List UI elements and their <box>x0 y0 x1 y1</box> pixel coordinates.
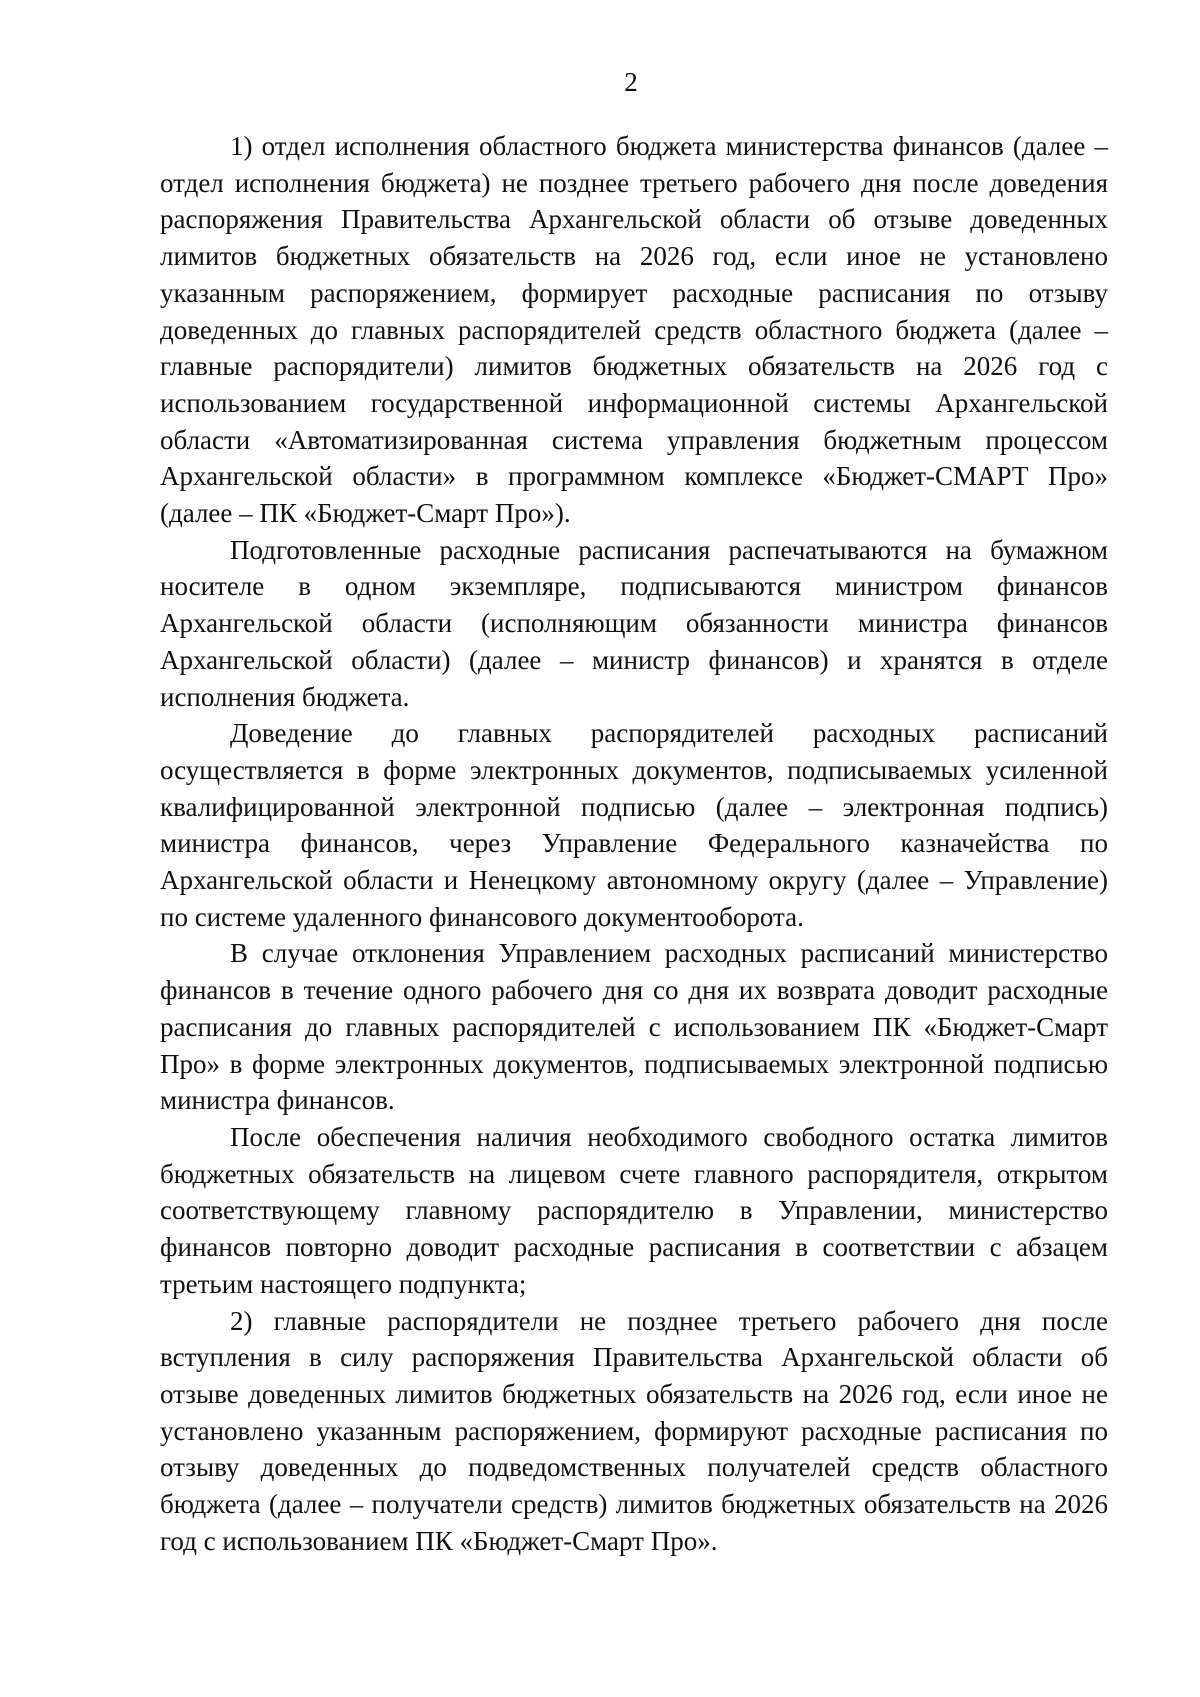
paragraph-4: В случае отклонения Управлением расходных расписаний министерство финансов в течение одного рабочего дня со дня их возврата доводит расходные расписания до главных распорядителей с использованием ПК «Бюджет-Смарт Про» в форме электронных документов, подписываемых электронной подписью министра финансов. <box>160 938 1108 1116</box>
paragraph-5: После обеспечения наличия необходимого свободного остатка лимитов бюджетных обязательств на лицевом счете главного распорядителя, открытом соответствующему главному распорядителю в Управлении, министерство финансов повторно доводит расходные расписания в соответствии с абзацем третьим настоящего подпункта; <box>160 1121 1108 1299</box>
page-number: 2 <box>624 67 638 97</box>
paragraph-6: 2) главные распорядители не позднее третьего рабочего дня после вступления в силу распоряжения Правительства Архангельской области об отзыве доведенных лимитов бюджетных обязательств на 2026 год, если иное не установлено указанным распоряжением, формируют расходные расписания по отзыву доведенных до подведомственных получателей средств областного бюджета (далее – получатели средств) лимитов бюджетных обязательств на 2026 год с использованием ПК «Бюджет-Смарт Про». <box>160 1305 1108 1556</box>
document-body <box>160 128 1108 1559</box>
paragraph-2: Подготовленные расходные расписания распечатываются на бумажном носителе в одном экземпляре, подписываются министром финансов Архангельской области (исполняющим обязанности министра финансов Архангельской области) (далее – министр финансов) и хранятся в отделе исполнения бюджета. <box>160 534 1108 712</box>
paragraph-1: 1) отдел исполнения областного бюджета министерства финансов (далее – отдел исполнения бюджета) не позднее третьего рабочего дня после доведения распоряжения Правительства Архангельской области об отзыве доведенных лимитов бюджетных обязательств на 2026 год, если иное не установлено указанным распоряжением, формирует расходные расписания по отзыву доведенных до главных распорядителей средств областного бюджета (далее – главные распорядители) лимитов бюджетных обязательств на 2026 год с использованием государственной информационной системы Архангельской области «Автоматизированная система управления бюджетным процессом Архангельской области» в программном комплексе «Бюджет-СМАРТ Про» (далее – ПК «Бюджет-Смарт Про»). <box>160 131 1108 529</box>
paragraph-3: Доведение до главных распорядителей расходных расписаний осуществляется в форме электронных документов, подписываемых усиленной квалифицированной электронной подписью (далее – электронная подпись) министра финансов, через Управление Федерального казначейства по Архангельской области и Ненецкому автономному округу (далее – Управление) по системе удаленного финансового документооборота. <box>160 718 1108 932</box>
